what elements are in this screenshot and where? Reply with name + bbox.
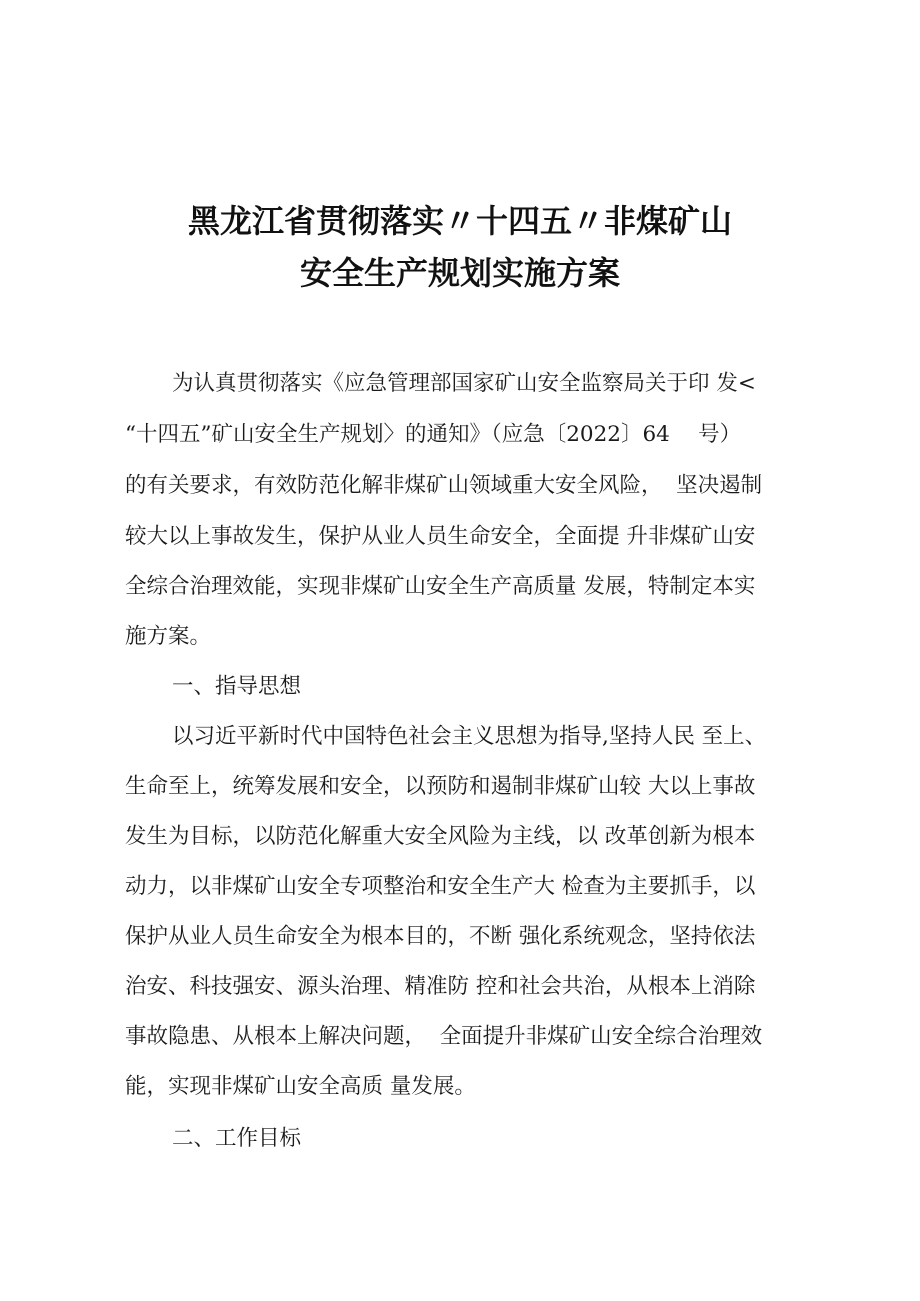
section1-paragraph-line: 能，实现非煤矿山安全高质 量发展。 <box>125 1074 476 1099</box>
section1-paragraph-line: 事故隐患、从根本上解决问题， 全面提升非煤矿山安全综合治理效 <box>125 1024 763 1049</box>
intro-paragraph-line: “十四五”矿山安全生产规划〉的通知》（应急〔2022〕64 号） <box>125 422 742 447</box>
section1-paragraph-line: 治安、科技强安、源头治理、精准防 控和社会共治，从根本上消除 <box>125 974 756 999</box>
section1-paragraph-line: 保护从业人员生命安全为根本目的，不断 强化系统观念，坚持依法 <box>125 924 756 949</box>
section1-paragraph-line: 以习近平新时代中国特色社会主义思想为指导,坚持人民 至上、 <box>172 724 767 749</box>
document-title-line-2: 安全生产规划实施方案 <box>299 254 620 292</box>
section-heading-work-goals: 二、工作目标 <box>172 1126 302 1151</box>
section1-paragraph-line: 发生为目标，以防范化解重大安全风险为主线，以 改革创新为根本 <box>125 824 756 849</box>
intro-paragraph-line: 施方案。 <box>125 624 212 649</box>
intro-paragraph-line: 的有关要求，有效防范化解非煤矿山领域重大安全风险， 坚决遏制 <box>125 473 763 498</box>
section1-paragraph-line: 生命至上，统筹发展和安全，以预防和遏制非煤矿山较 大以上事故 <box>125 774 756 799</box>
intro-paragraph-line: 为认真贯彻落实《应急管理部国家矿山安全监察局关于印 发< <box>172 371 756 396</box>
section-heading-guiding-ideology: 一、指导思想 <box>172 674 302 699</box>
document-title-line-1: 黑龙江省贯彻落实〃十四五〃非煤矿山 <box>187 202 732 240</box>
section1-paragraph-line: 动力，以非煤矿山安全专项整治和安全生产大 检查为主要抓手，以 <box>125 874 756 899</box>
intro-paragraph-line: 全综合治理效能，实现非煤矿山安全生产高质量 发展，特制定本实 <box>125 574 756 599</box>
intro-paragraph-line: 较大以上事故发生，保护从业人员生命安全，全面提 升非煤矿山安 <box>125 524 756 549</box>
